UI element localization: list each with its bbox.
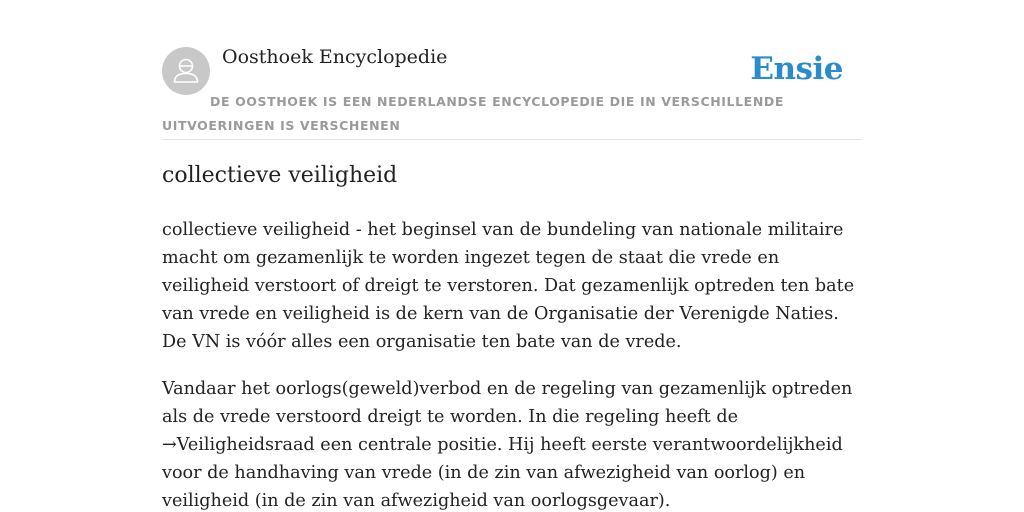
article-paragraph: collectieve veiligheid - het beginsel van de bundeling van nationale militaire macht om gezamenlijk te worden ingezet tegen de staat die vrede en veiligheid verstoort of dreigt te verstoren. Dat gezamenlijk optreden ten bate van vrede en veiligheid is de kern van de Organisatie der Verenigde Naties. De VN is vóór alles een organisatie ten bate van de vrede. (162, 220, 855, 352)
veiligheidsraad-link[interactable]: →Veiligheidsraad (162, 435, 315, 455)
source-name-link[interactable]: Oosthoek Encyclopedie (222, 46, 448, 68)
source-description: DE OOSTHOEK IS EEN NEDERLANDSE ENCYCLOPEDIE DIE IN VERSCHILLENDE UITVOERINGEN IS VERSCHENEN (162, 94, 784, 133)
paragraph-text: Vandaar het oorlogs(geweld)verbod en de regeling van gezamenlijk optreden als de vrede verstoord dreigt te worden. In die regeling heeft de (162, 379, 853, 427)
page (162, 0, 862, 511)
page-title: collectieve veiligheid (162, 163, 398, 188)
article-paragraph (162, 375, 867, 512)
ensie-logo[interactable]: Ensie (750, 51, 843, 87)
source-header (162, 0, 862, 140)
user-avatar-icon[interactable] (162, 47, 210, 95)
article-body (162, 216, 867, 512)
paragraph-text: een centrale positie. Hij heeft eerste verantwoordelijkheid voor de handhaving van vrede (in de zin van afwezigheid van oorlog) en veiligheid (in de zin van afwezigheid van oorlogsgevaar). (162, 435, 843, 511)
